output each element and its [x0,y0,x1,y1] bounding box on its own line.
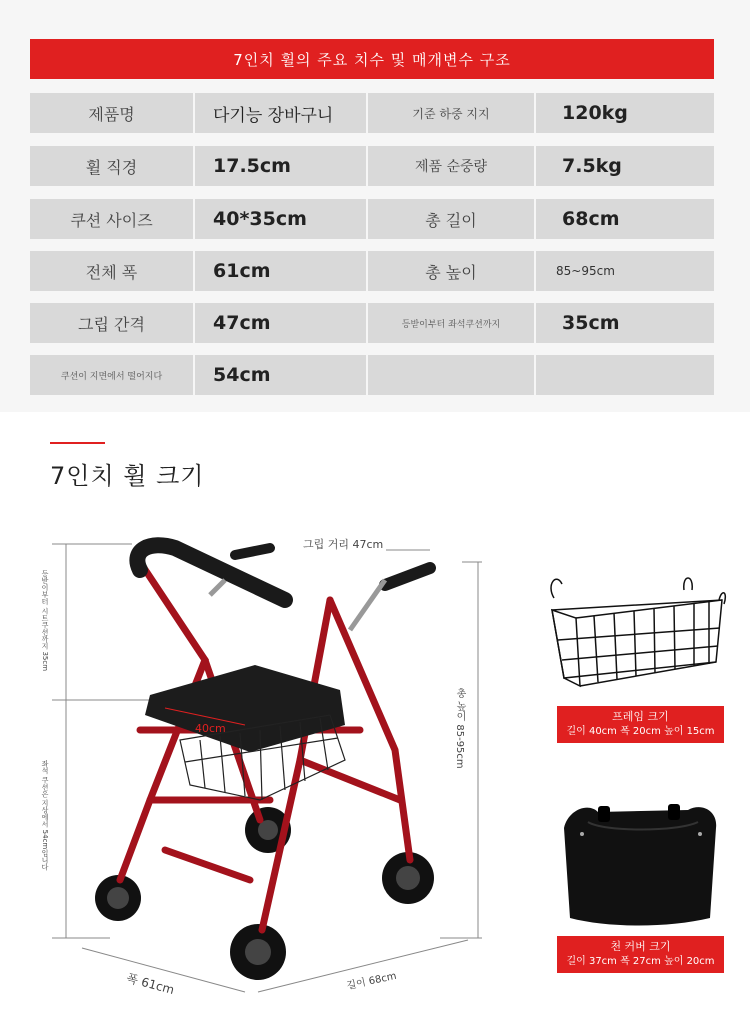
frame-basket-dims: 길이 40cm 폭 20cm 높이 15cm [566,726,715,737]
section-accent-line [50,442,105,444]
frame-basket-tag [557,706,724,743]
cloth-basket-dims: 길이 37cm 폭 27cm 높이 20cm [566,956,715,967]
spec-label: 쿠션 사이즈 [30,199,193,239]
spec-label-empty [368,355,534,395]
spec-value: 35cm [536,303,714,343]
spec-row [30,251,714,291]
seat-height-dimension: 좌석 쿠션은 지상에서 54cm입니다 [41,760,49,871]
spec-label: 휠 직경 [30,146,193,186]
seat-width-dimension: 40cm [195,722,226,735]
wheels [95,807,434,980]
cloth-basket-tag [557,936,724,973]
spec-value: 54cm [195,355,366,395]
spec-value: 다기능 장바구니 [195,93,366,133]
spec-label: 제품명 [30,93,193,133]
frame-basket-title: 프레임 크기 [612,710,669,723]
cloth-basket-title: 천 커버 크기 [610,940,671,953]
spec-label: 기준 하중 지지 [368,93,534,133]
dimension-lines [52,544,482,992]
frame-basket-image [544,570,730,690]
spec-value: 68cm [536,199,714,239]
spec-row [30,355,714,395]
length-dimension: 길이 68cm [345,970,398,993]
spec-label: 제품 순중량 [368,146,534,186]
spec-value-empty [536,355,714,395]
back-to-seat-dimension: 등받이부터 시트쿠션까지 35cm [41,570,49,672]
spec-row [30,303,714,343]
spec-row [30,93,714,133]
width-dimension: 폭 61cm [124,970,176,998]
spec-value: 40*35cm [195,199,366,239]
spec-value: 85~95cm [536,251,714,291]
spec-row [30,146,714,186]
spec-value: 17.5cm [195,146,366,186]
spec-value: 7.5kg [536,146,714,186]
spec-row [30,199,714,239]
spec-label: 그립 간격 [30,303,193,343]
spec-label: 총 길이 [368,199,534,239]
spec-banner: 7인치 휠의 주요 치수 및 매개변수 구조 [30,39,714,79]
spec-label: 등받이부터 좌석쿠션까지 [368,303,534,343]
spec-label: 전체 폭 [30,251,193,291]
total-height-dimension: 총 높이 85-95cm [452,688,467,798]
spec-label: 쿠션이 지면에서 떨어지다 [30,355,193,395]
spec-value: 61cm [195,251,366,291]
spec-value: 47cm [195,303,366,343]
spec-label: 총 높이 [368,251,534,291]
grip-distance-dimension: 그립 거리 47cm [300,536,386,552]
spec-value: 120kg [536,93,714,133]
section-title: 7인치 휠 크기 [50,462,205,490]
cloth-basket-image [558,800,724,930]
